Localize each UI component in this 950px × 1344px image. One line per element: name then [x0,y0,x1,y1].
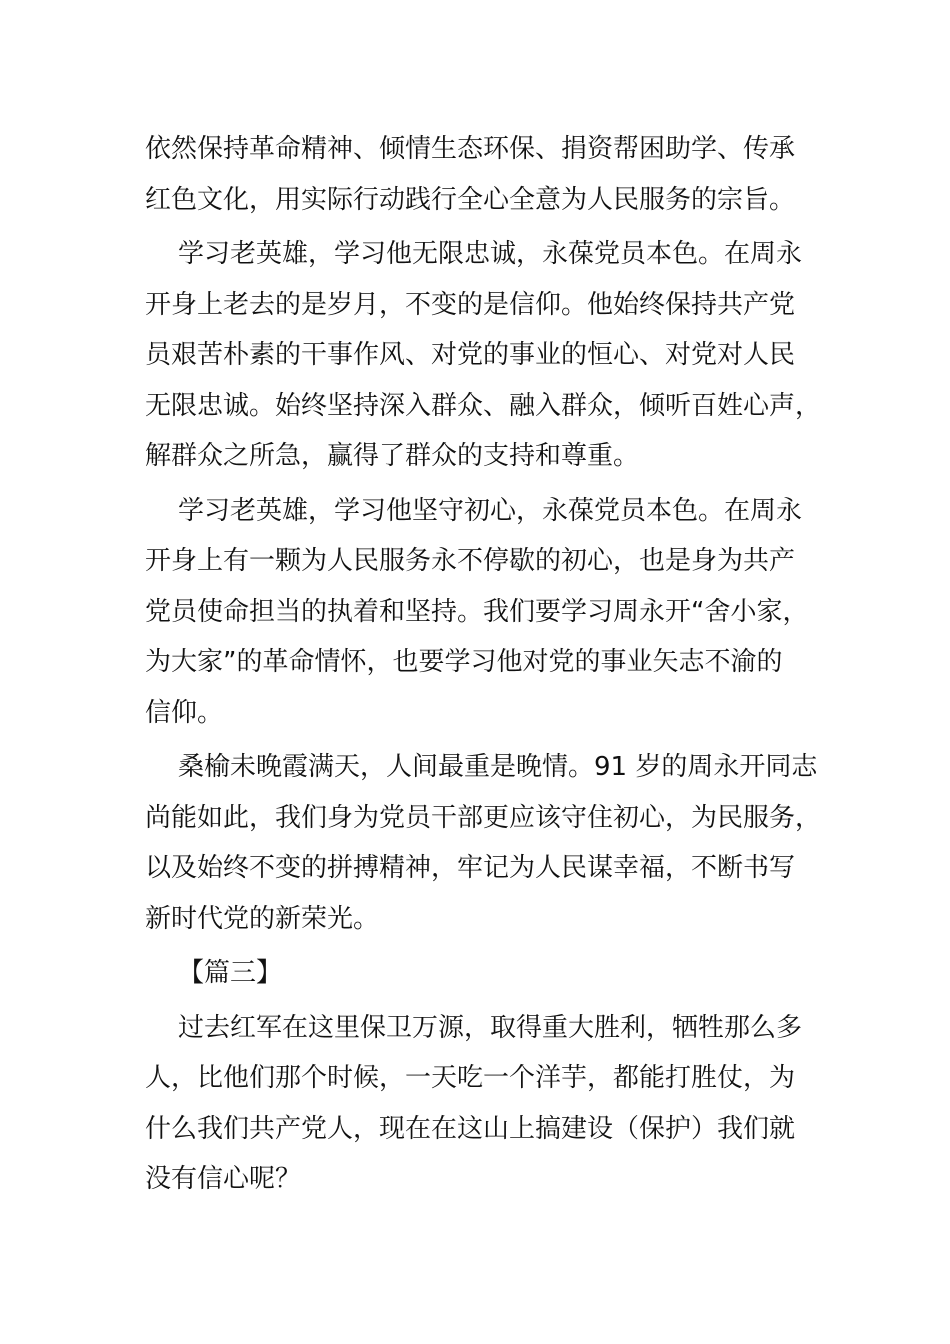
text-line: 尚能如此，我们身为党员干部更应该守住初心，为民服务， [145,802,822,833]
text-line: 学习老英雄，学习他坚守初心，永葆党员本色。在周永 [178,495,803,526]
text-line: 人，比他们那个时候，一天吃一个洋芋，都能打胜仗，为 [145,1063,796,1093]
text-line: 依然保持革命精神、倾情生态环保、捐资帮困助学、传承 [145,134,796,164]
text-line: 员艰苦朴素的干事作风、对党的事业的恒心、对党对人民 [145,340,796,370]
paragraph-1 [145,124,805,225]
text-line: 为大家”的革命情怀，也要学习他对党的事业矢志不渝的 [145,647,783,677]
text-line: 开身上老去的是岁月，不变的是信仰。他始终保持共产党 [145,289,796,320]
text-line: 开身上有一颗为人民服务永不停歇的初心，也是身为共产 [145,546,796,576]
text-line: 新时代党的新荣光。 [145,903,380,934]
document-body [145,124,822,1209]
text-line: 党员使命担当的执着和坚持。我们要学习周永开“舍小家， [145,596,809,627]
paragraph-2 [145,229,822,482]
text-line: 红色文化，用实际行动践行全心全意为人民服务的宗旨。 [145,184,796,215]
text-line: 过去红军在这里保卫万源，取得重大胜利，牺牲那么多 [178,1012,803,1043]
text-line: 什么我们共产党人，现在在这山上搞建设（保护）我们就 [145,1113,796,1144]
text-line: 没有信心呢？ [145,1164,302,1194]
text-line: 学习老英雄，学习他无限忠诚，永葆党员本色。在周永 [178,239,803,269]
paragraph-4 [145,742,822,944]
section-heading: 【篇三】 [178,958,283,988]
paragraph-5 [145,1003,805,1205]
text-line: 解群众之所急，赢得了群众的支持和尊重。 [145,441,640,471]
text-line: 无限忠诚。始终坚持深入群众、融入群众，倾听百姓心声， [145,390,822,421]
text-line: 信仰。 [145,697,224,728]
text-line: 桑榆未晚霞满天，人间最重是晚情。91 岁的周永开同志 [178,752,818,782]
text-line: 以及始终不变的拼搏精神，牢记为人民谋幸福，不断书写 [145,853,796,883]
paragraph-3 [145,486,809,739]
